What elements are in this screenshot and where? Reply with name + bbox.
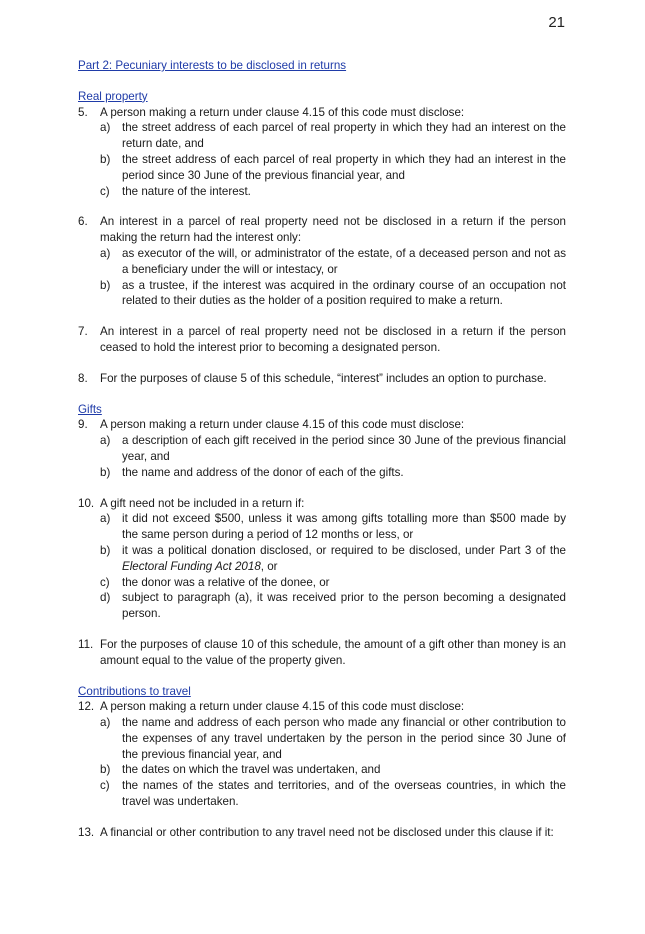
clause-11 (78, 637, 566, 669)
clause-text: For the purposes of clause 10 of this schedule, the amount of a gift other than money is an amount equal to the value of the property given. (100, 637, 566, 667)
clause-text: A gift need not be included in a return if: (100, 496, 305, 510)
clause-text: An interest in a parcel of real property need not be disclosed in a return if the person ceased to hold the interest prior to becoming a designated person. (100, 325, 566, 354)
clause-number: 10. (78, 496, 95, 510)
sub-item-text: the name and address of each person who made any financial or other contribution to the expenses of any travel undertaken by the person in the period since 30 June of the previous financial year, and (122, 716, 566, 761)
sub-item (100, 590, 566, 622)
clause-5 (78, 105, 566, 200)
sub-item-text: the street address of each parcel of real property in which they had an interest on the return date, and (122, 121, 566, 151)
sub-item (100, 762, 566, 778)
clause-number: 13. (78, 825, 95, 839)
clause-text: An interest in a parcel of real property need not be disclosed in a return if the person making the return had the interest only: (100, 215, 566, 245)
sub-item (100, 246, 566, 278)
clause-13 (78, 825, 566, 841)
sub-item-text: the name and address of the donor of each of the gifts. (122, 465, 404, 479)
sub-item-label: c) (100, 779, 110, 793)
clause-6 (78, 214, 566, 309)
sub-item (100, 278, 566, 310)
clause-8 (78, 371, 566, 387)
clause-text: For the purposes of clause 5 of this schedule, “interest” includes an option to purchase. (100, 371, 547, 385)
clause-number: 11. (78, 637, 94, 651)
clause-number: 7. (78, 325, 88, 339)
sub-item-text: subject to paragraph (a), it was received prior to the person becoming a designated person. (122, 591, 566, 621)
sub-item-text (122, 544, 566, 573)
sub-item-text: a description of each gift received in the period since 30 June of the previous financial year, and (122, 434, 566, 463)
clause-number: 9. (78, 418, 88, 432)
clause-text: A financial or other contribution to any travel need not be disclosed under this clause if it: (100, 825, 554, 839)
sub-item-label: a) (100, 716, 111, 730)
sub-item (100, 152, 566, 184)
sub-item-label: b) (100, 763, 111, 777)
sub-item (100, 465, 566, 481)
clause-number: 6. (78, 215, 88, 229)
sub-item (100, 543, 566, 575)
sub-item (100, 511, 566, 543)
sub-item-label: a) (100, 121, 111, 135)
sub-item-text: the dates on which the travel was undertaken, and (122, 763, 381, 777)
sub-item-text-after: , or (260, 559, 278, 573)
sub-item-label: b) (100, 152, 111, 166)
sub-item-label: a) (100, 246, 111, 260)
sub-item-label: b) (100, 543, 111, 557)
sub-item (100, 575, 566, 591)
sub-item-text-before: it was a political donation disclosed, or required to be disclosed, under Part 3 of the (122, 543, 566, 557)
act-title: Electoral Funding Act 2018 (122, 559, 261, 573)
sub-item-text: as a trustee, if the interest was acquired in the ordinary course of an occupation not related to their duties as the holder of a position required to make a return. (122, 278, 566, 308)
clause-text: A person making a return under clause 4.15 of this code must disclose: (100, 105, 465, 119)
clause-number: 8. (78, 371, 88, 385)
clause-12 (78, 699, 566, 810)
sub-item (100, 715, 566, 762)
sub-item-label: c) (100, 575, 110, 589)
clause-text: A person making a return under clause 4.15 of this code must disclose: (100, 418, 465, 432)
sub-item (100, 433, 566, 465)
sub-item-text: the names of the states and territories, and of the overseas countries, in which the travel was undertaken. (122, 779, 566, 809)
section-heading-gifts: Gifts (78, 402, 102, 416)
clause-text: A person making a return under clause 4.15 of this code must disclose: (100, 700, 465, 714)
clause-7 (78, 324, 566, 356)
section-heading-real-property: Real property (78, 89, 148, 103)
page-content (78, 58, 566, 841)
clause-10 (78, 496, 566, 622)
sub-item-label: b) (100, 465, 111, 479)
sub-item-text: the donor was a relative of the donee, or (122, 575, 330, 589)
section-heading-travel: Contributions to travel (78, 684, 191, 698)
part-title: Part 2: Pecuniary interests to be disclosed in returns (78, 59, 347, 72)
clause-number: 5. (78, 105, 88, 119)
sub-item-text: as executor of the will, or administrator of the estate, of a deceased person and not as a beneficiary under the will or intestacy, or (122, 246, 566, 276)
sub-item-label: b) (100, 278, 111, 292)
sub-item-text: the nature of the interest. (122, 184, 251, 198)
sub-item-label: a) (100, 434, 111, 448)
sub-item-text: it did not exceed $500, unless it was among gifts totalling more than $500 made by the same person during a period of 12 months or less, or (122, 512, 566, 542)
sub-item-text: the street address of each parcel of real property in which they had an interest in the period since 30 June of the previous financial year, and (122, 152, 566, 182)
clause-number: 12. (78, 700, 95, 714)
sub-item-label: c) (100, 184, 110, 198)
sub-item (100, 184, 566, 200)
page-number: 21 (548, 14, 565, 31)
clause-9 (78, 417, 566, 480)
sub-item-label: a) (100, 512, 111, 526)
sub-item (100, 120, 566, 152)
sub-item (100, 778, 566, 810)
sub-item-label: d) (100, 591, 111, 605)
